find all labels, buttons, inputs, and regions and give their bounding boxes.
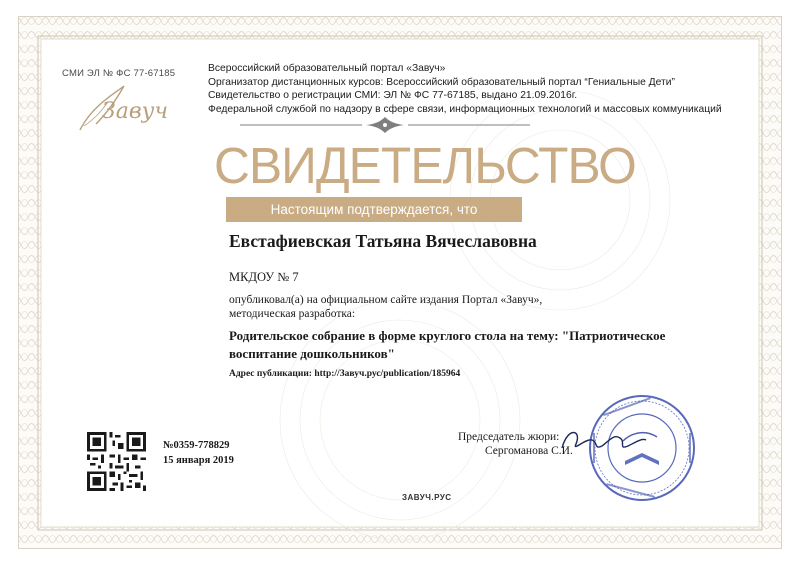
jury-signature (558, 420, 648, 460)
certificate-meta (163, 438, 234, 468)
registration-short: СМИ ЭЛ № ФС 77-67185 (62, 68, 176, 79)
certificate-title: СВИДЕТЕЛЬСТВО (214, 137, 636, 195)
organization: МКДОУ № 7 (229, 270, 299, 284)
header-line-organizer: Организатор дистанционных курсов: Всероссийский образовательный портал “Гениальные Дети” (208, 76, 675, 88)
header-line-authority: Федеральной службой по надзору в сфере связи, информационных технологий и массовых коммуникаций (208, 103, 722, 115)
published-text (229, 293, 542, 321)
certificate-date: 15 января 2019 (163, 455, 234, 466)
published-line-1: опубликовал(а) на официальном сайте издания Портал «Завуч», (229, 294, 543, 306)
header-line-portal: Всероссийский образовательный портал «Завуч» (208, 63, 446, 74)
zavuch-logo (62, 66, 182, 146)
qr-code (87, 432, 146, 491)
jury-label: Председатель жюри: (458, 431, 560, 443)
jury-name: Сергоманова С.И. (485, 445, 573, 457)
certificate-number: №0359-778829 (163, 440, 230, 451)
header-info (208, 62, 722, 116)
publication-address: Адрес публикации: http://Завуч.рус/publication/185964 (229, 369, 461, 379)
work-title: Родительское собрание в форме круглого стола на тему: "Патриотическое воспитание дошкольников" (229, 328, 666, 361)
confirm-text: Настоящим подтверждается, что (270, 202, 478, 217)
confirm-banner (226, 197, 522, 222)
svg-text:Завуч: Завуч (102, 99, 169, 124)
header-line-registration: Свидетельство о регистрации СМИ: ЭЛ № ФС 77-67185, выдано 21.09.2016г. (208, 90, 578, 101)
recipient-name: Евстафиевская Татьяна Вячеславовна (229, 231, 537, 251)
ornament-divider (240, 116, 530, 134)
published-line-2: методическая разработка: (229, 308, 356, 320)
site-footer: ЗАВУЧ.РУС (402, 493, 452, 502)
